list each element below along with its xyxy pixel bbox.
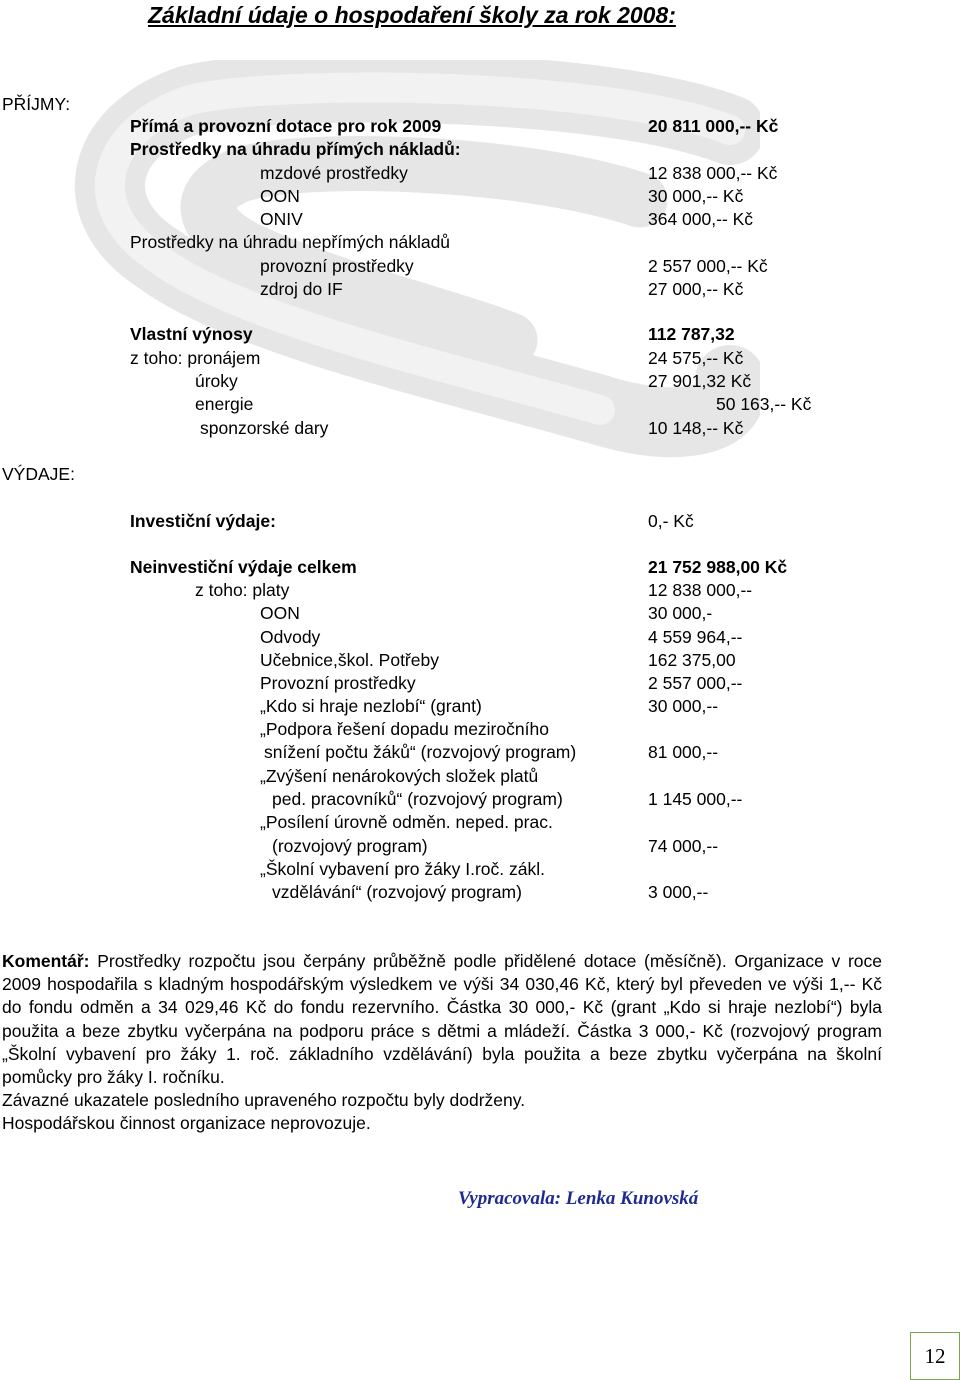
comment-block (2, 950, 882, 1136)
expense-value: 0,- Kč (648, 511, 694, 531)
expense-label: z toho: platy (195, 580, 290, 600)
page-number: 12 (910, 1332, 960, 1380)
expense-label: vzdělávání“ (rozvojový program) (272, 882, 522, 902)
comment-paragraph: Hospodářskou činnost organizace neprovozuje. (2, 1113, 371, 1134)
income-value: 27 901,32 Kč (648, 371, 752, 391)
income-label: z toho: pronájem (130, 348, 261, 368)
comment-text: Prostředky rozpočtu jsou čerpány průběžně podle přidělené dotace (měsíčně). Organizace v roce 2009 hospodařila s kladným hospodářským výsledkem ve výši 34 030,46 Kč, který byl převeden ve výši 1,-- Kč do fondu odměn a 34 029,46 Kč do fondu rezervního. Částka 30 000,- Kč (grant „Kdo si hraje nezlobí“) byla použita a beze zbytku vyčerpána na podporu práce s dětmi a mládeží. Částka 3 000,- Kč (rozvojový program „Školní vybavení pro žáky 1. roč. základního vzdělávání) byla použita a beze zbytku vyčerpána na školní pomůcky pro žáky I. ročníku. (2, 951, 882, 1088)
income-label: energie (195, 394, 254, 414)
expense-value: 30 000,-- (648, 696, 719, 716)
expense-label: „Školní vybavení pro žáky I.roč. zákl. (260, 859, 545, 879)
income-label: Prostředky na úhradu přímých nákladů: (130, 139, 461, 159)
income-label: Přímá a provozní dotace pro rok 2009 (130, 116, 442, 136)
comment-paragraph (2, 950, 882, 1089)
income-label: sponzorské dary (200, 418, 329, 438)
income-label: provozní prostředky (260, 256, 414, 276)
expense-label: „Kdo si hraje nezlobí“ (grant) (260, 696, 482, 716)
expense-label: Provozní prostředky (260, 673, 416, 693)
income-value: 20 811 000,-- Kč (648, 116, 779, 136)
expense-value: 12 838 000,-- (648, 580, 753, 600)
expense-label: (rozvojový program) (272, 836, 428, 856)
expenses-heading: VÝDAJE: (2, 464, 75, 484)
income-label: Prostředky na úhradu nepřímých nákladů (130, 232, 451, 252)
income-label: ONIV (260, 209, 303, 229)
income-label: úroky (195, 371, 238, 391)
expense-label: „Podpora řešení dopadu meziročního (260, 719, 549, 739)
comment-label: Komentář: (2, 951, 90, 971)
expense-value: 2 557 000,-- (648, 673, 743, 693)
income-value: 364 000,-- Kč (648, 209, 754, 229)
income-label: Vlastní výnosy (130, 324, 253, 344)
income-value: 10 148,-- Kč (648, 418, 744, 438)
comment-paragraph: Závazné ukazatele posledního upraveného rozpočtu byly dodrženy. (2, 1090, 526, 1111)
expense-label: Investiční výdaje: (130, 511, 276, 531)
expense-label: Učebnice,škol. Potřeby (260, 650, 439, 670)
expense-value: 3 000,-- (648, 882, 709, 902)
income-value: 2 557 000,-- Kč (648, 256, 768, 276)
income-value: 24 575,-- Kč (648, 348, 744, 368)
signature: Vypracovala: Lenka Kunovská (458, 1188, 699, 1209)
expense-value: 4 559 964,-- (648, 627, 743, 647)
expense-label: Neinvestiční výdaje celkem (130, 557, 357, 577)
income-value: 112 787,32 (648, 324, 735, 344)
page-title: Základní údaje o hospodaření školy za rok 2008: (148, 2, 676, 28)
expense-label: snížení počtu žáků“ (rozvojový program) (264, 742, 577, 762)
expense-label: „Posílení úrovně odměn. neped. prac. (260, 812, 553, 832)
income-value: 30 000,-- Kč (648, 186, 744, 206)
expense-label: „Zvýšení nenárokových složek platů (260, 766, 539, 786)
expense-value: 81 000,-- (648, 742, 719, 762)
income-label: zdroj do IF (260, 279, 343, 299)
income-label: mzdové prostředky (260, 163, 408, 183)
expense-label: ped. pracovníků“ (rozvojový program) (272, 789, 563, 809)
income-label: OON (260, 186, 300, 206)
expense-label: Odvody (260, 627, 321, 647)
income-heading: PŘÍJMY: (2, 94, 71, 114)
income-value: 50 163,-- Kč (716, 394, 812, 414)
income-value: 12 838 000,-- Kč (648, 163, 778, 183)
expense-value: 21 752 988,00 Kč (648, 557, 788, 577)
expense-value: 74 000,-- (648, 836, 719, 856)
expense-value: 1 145 000,-- (648, 789, 743, 809)
income-value: 27 000,-- Kč (648, 279, 744, 299)
expense-value: 30 000,- (648, 603, 713, 623)
expense-value: 162 375,00 (648, 650, 736, 670)
expense-label: OON (260, 603, 300, 623)
